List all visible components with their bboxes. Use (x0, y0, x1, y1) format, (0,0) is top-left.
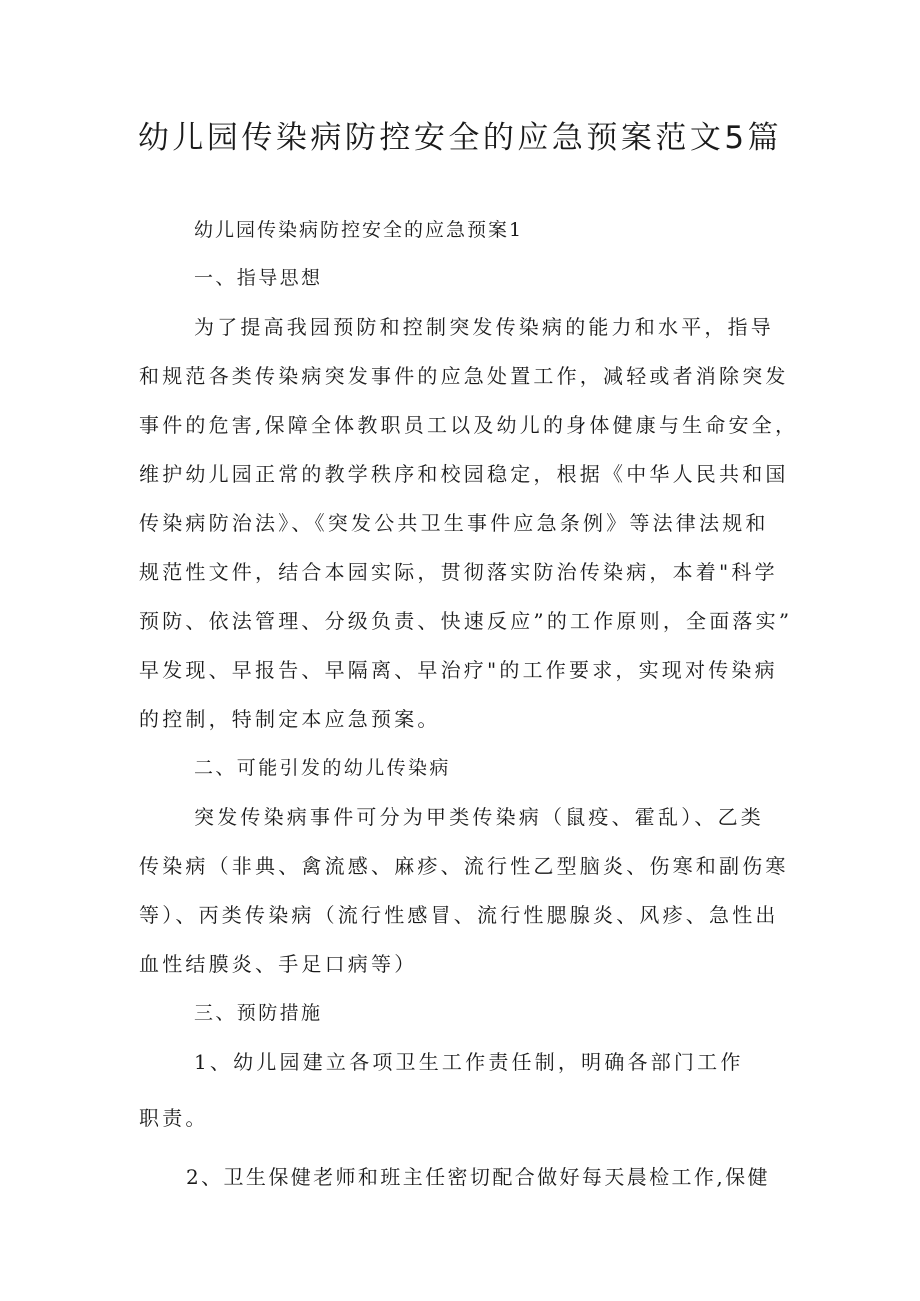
list-item-line: 1、幼儿园建立各项卫生工作责任制，明确各部门工作 (194, 1050, 744, 1074)
section-heading-guiding-ideology: 一、指导思想 (194, 267, 323, 289)
section-heading-possible-diseases: 二、可能引发的幼儿传染病 (194, 757, 451, 779)
paragraph-line: 维护幼儿园正常的教学秩序和校园稳定，根据《中华人民共和国 (139, 462, 789, 486)
document-title: 幼儿园传染病防控安全的应急预案范文5篇 (137, 120, 783, 156)
paragraph-line: 事件的危害,保障全体教职员工以及幼儿的身体健康与生命安全， (139, 413, 799, 437)
list-item-line: 2、卫生保健老师和班主任密切配合做好每天晨检工作,保健 (186, 1165, 770, 1189)
paragraph-line: 规范性文件，结合本园实际，贯彻落实防治传染病，本着"科学 (139, 560, 778, 584)
paragraph-line: 预防、依法管理、分级负责、快速反应”的工作原则，全面落实” (139, 609, 793, 633)
section-heading-preventive-measures: 三、预防措施 (194, 1002, 323, 1024)
paragraph-line: 传染病（非典、禽流感、麻疹、流行性乙型脑炎、伤寒和副伤寒 (139, 854, 789, 878)
paragraph-line: 为了提高我园预防和控制突发传染病的能力和水平，指导 (194, 315, 774, 339)
paragraph-line: 和规范各类传染病突发事件的应急处置工作，减轻或者消除突发 (139, 364, 789, 388)
list-item-line: 职责。 (139, 1106, 209, 1130)
paragraph-line: 血性结膜炎、手足口病等） (139, 952, 418, 976)
section-subtitle: 幼儿园传染病防控安全的应急预案1 (194, 219, 524, 241)
paragraph-line: 的控制，特制定本应急预案。 (139, 707, 441, 731)
paragraph-line: 等）、丙类传染病（流行性感冒、流行性腮腺炎、风疹、急性出 (139, 903, 779, 927)
paragraph-line: 传染病防治法》、《突发公共卫生事件应急条例》等法律法规和 (139, 511, 769, 535)
paragraph-line: 早发现、早报告、早隔离、早治疗"的工作要求，实现对传染病 (139, 658, 778, 682)
paragraph-line: 突发传染病事件可分为甲类传染病（鼠疫、霍乱）、乙类 (194, 805, 764, 829)
